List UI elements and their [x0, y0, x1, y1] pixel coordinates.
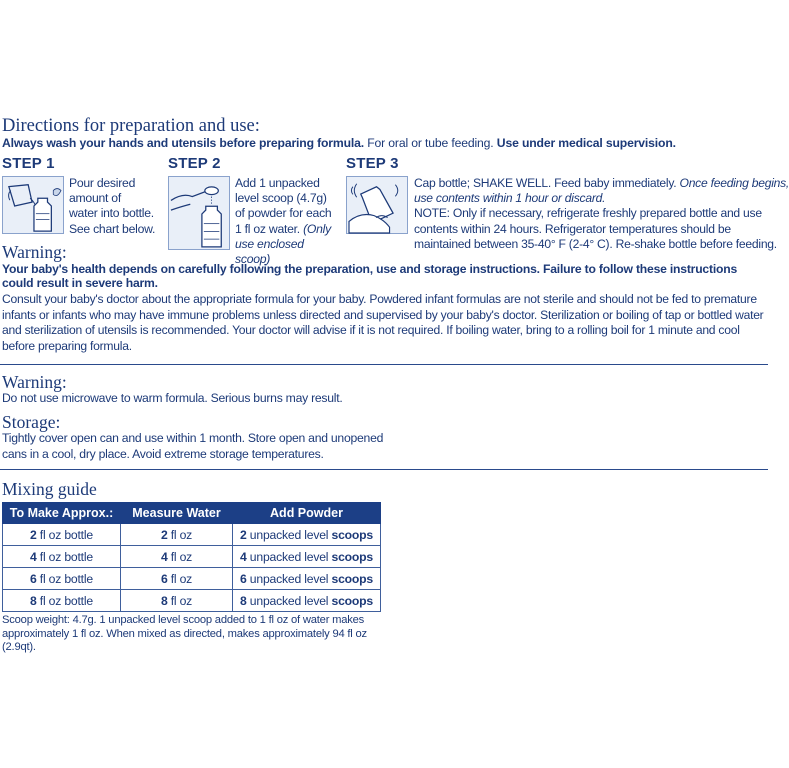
- make-num: 4: [30, 549, 37, 564]
- water-cell: [121, 546, 233, 568]
- powder-unit: unpacked level: [246, 527, 332, 542]
- step-1-line: See chart below.: [69, 221, 156, 236]
- step-1-heading: STEP 1: [2, 155, 55, 172]
- powder-cell: [233, 568, 381, 590]
- make-unit: fl oz bottle: [36, 571, 93, 586]
- step-1-text: [69, 176, 159, 237]
- powder-word: scoops: [331, 549, 373, 564]
- water-num: 8: [160, 593, 168, 608]
- intro-supervision: Use under medical supervision.: [496, 136, 676, 150]
- make-unit: fl oz bottle: [36, 549, 93, 564]
- table-row: [3, 590, 381, 612]
- step-2-line-text: 1 fl oz water.: [235, 221, 300, 236]
- step-2-heading: STEP 2: [168, 155, 221, 172]
- step-3-italic: Once feeding begins,: [679, 176, 789, 190]
- mixing-guide-title: Mixing guide: [2, 479, 97, 499]
- step-3-line: [414, 176, 789, 191]
- step-2-line: level scoop (4.7g): [235, 191, 327, 206]
- make-cell: [3, 524, 121, 546]
- make-unit: fl oz bottle: [36, 593, 93, 608]
- warning-2-title: Warning:: [2, 372, 67, 392]
- storage-line: Tightly cover open can and use within 1 month. Store open and unopened: [2, 431, 384, 445]
- powder-num: 8: [240, 593, 247, 608]
- water-unit: fl oz: [167, 571, 193, 586]
- step-3-note: maintained between 35-40° F (2-4° C). Re-shake bottle before feeding.: [414, 236, 777, 251]
- step-2-line: Add 1 unpacked: [235, 176, 320, 190]
- step-2-text: [235, 176, 341, 267]
- storage-title: Storage:: [2, 412, 61, 432]
- water-cell: [121, 590, 233, 612]
- powder-cell: [233, 590, 381, 612]
- step-2-italic: (Only: [303, 221, 331, 236]
- powder-num: 6: [240, 571, 247, 586]
- step-3-line: [414, 191, 766, 206]
- powder-unit: unpacked level: [246, 549, 332, 564]
- step-3-text: [414, 176, 789, 252]
- warning-line: and sterilization of utensils is recommended. Your doctor will advise if it is not required. If boiling water, bring to a rolling boil for 1 minute and cool: [2, 323, 740, 338]
- powder-word: scoops: [331, 527, 373, 542]
- water-num: 6: [160, 571, 168, 586]
- warning-bold: [2, 262, 768, 290]
- powder-num: 2: [240, 527, 247, 542]
- step-3-note: NOTE: Only if necessary, refrigerate freshly prepared bottle and use: [414, 206, 762, 221]
- pour-water-icon: [2, 176, 64, 234]
- scoop-note-line: Scoop weight: 4.7g. 1 unpacked level scoop added to 1 fl oz of water makes: [2, 614, 365, 626]
- powder-word: scoops: [331, 593, 373, 608]
- warning-title: Warning:: [2, 242, 67, 262]
- directions-intro: [2, 136, 676, 150]
- warning-body: [2, 292, 766, 354]
- water-unit: fl oz: [167, 527, 193, 542]
- powder-cell: [233, 524, 381, 546]
- warning-bold-line: could result in severe harm.: [2, 276, 158, 290]
- water-unit: fl oz: [167, 549, 193, 564]
- warning-line: Consult your baby's doctor about the appropriate formula for your baby. Powdered infant formulas are not sterile and should not be fed to premature: [2, 292, 757, 306]
- powder-num: 4: [240, 549, 247, 564]
- col-header-powder: Add Powder: [233, 503, 381, 524]
- directions-title: Directions for preparation and use:: [2, 116, 260, 136]
- divider: [0, 469, 768, 470]
- step-2-line: of powder for each: [235, 206, 332, 221]
- powder-unit: unpacked level: [246, 593, 332, 608]
- intro-wash-hands: Always wash your hands and utensils before preparing formula.: [2, 136, 364, 150]
- make-num: 6: [30, 571, 37, 586]
- table-row: [3, 568, 381, 590]
- scoop-weight-note: [2, 614, 402, 655]
- step-3-shake: Cap bottle; SHAKE WELL. Feed baby immediately.: [414, 176, 680, 190]
- water-cell: [121, 524, 233, 546]
- make-cell: [3, 590, 121, 612]
- step-3-heading: STEP 3: [346, 155, 399, 172]
- warning-line: infants or infants who may have immune problems unless directed and supervised by your baby's doctor. Sterilization or boiling of tap or bottled water: [2, 307, 764, 322]
- divider: [0, 364, 768, 365]
- storage-text: [2, 431, 383, 462]
- powder-word: scoops: [331, 571, 373, 586]
- water-num: 2: [160, 527, 168, 542]
- make-cell: [3, 568, 121, 590]
- step-2-line: [235, 222, 341, 237]
- powder-cell: [233, 546, 381, 568]
- table-row: [3, 524, 381, 546]
- make-num: 8: [30, 593, 37, 608]
- make-unit: fl oz bottle: [36, 527, 93, 542]
- step-2-italic: use enclosed scoop): [235, 236, 304, 267]
- col-header-water: Measure Water: [121, 503, 233, 524]
- step-1-line: amount of: [69, 191, 121, 206]
- col-header-make: To Make Approx.:: [3, 503, 121, 524]
- mixing-table: [2, 502, 381, 612]
- warning-line: before preparing formula.: [2, 338, 132, 353]
- step-3-note: contents within 24 hours. Refrigerator temperatures should be: [414, 221, 731, 236]
- water-cell: [121, 568, 233, 590]
- water-unit: fl oz: [167, 593, 193, 608]
- table-header-row: [3, 503, 381, 524]
- warning-2-text: Do not use microwave to warm formula. Serious burns may result.: [2, 391, 343, 405]
- intro-feeding: For oral or tube feeding.: [363, 136, 497, 150]
- table-row: [3, 546, 381, 568]
- step-3-italic: use contents within 1 hour or discard.: [414, 191, 606, 206]
- make-cell: [3, 546, 121, 568]
- step-1-line: Pour desired: [69, 176, 136, 190]
- scoop-powder-icon: [168, 176, 230, 250]
- water-num: 4: [160, 549, 168, 564]
- scoop-note-line: approximately 1 fl oz. When mixed as directed, makes approximately 94 fl oz (2.9qt).: [2, 627, 367, 653]
- step-1-line: water into bottle.: [69, 206, 154, 221]
- storage-line: cans in a cool, dry place. Avoid extreme storage temperatures.: [2, 446, 324, 461]
- powder-unit: unpacked level: [246, 571, 332, 586]
- warning-bold-line: Your baby's health depends on carefully following the preparation, use and storage instructions. Failure to follow these instructions: [2, 262, 738, 276]
- make-num: 2: [30, 527, 37, 542]
- shake-bottle-icon: [346, 176, 408, 234]
